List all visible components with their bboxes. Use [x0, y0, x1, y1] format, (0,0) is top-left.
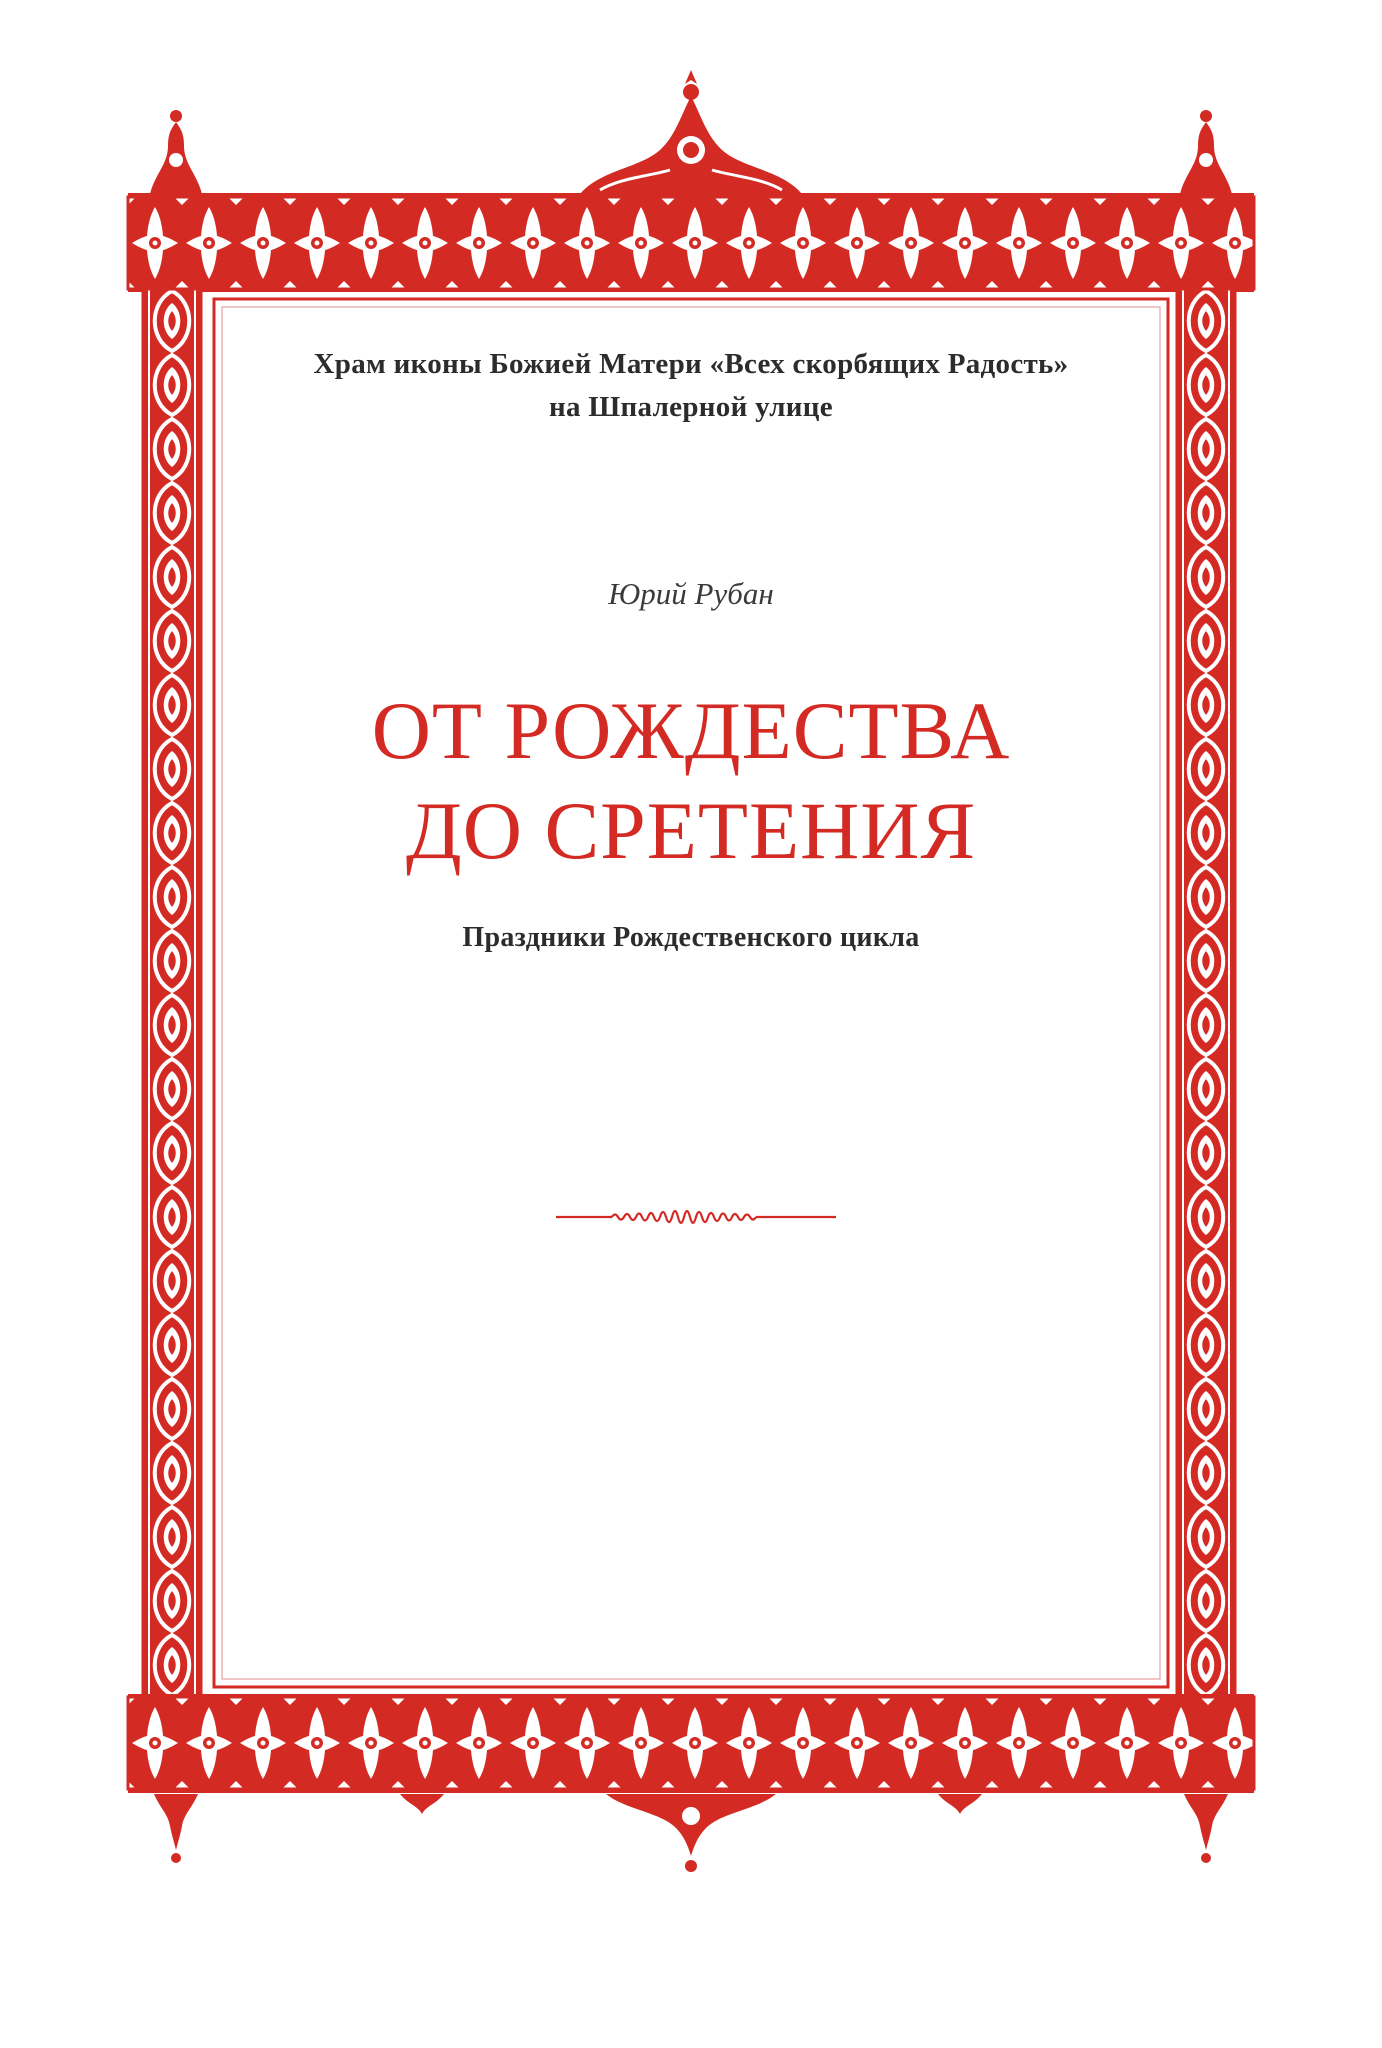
top-left-finial — [150, 110, 202, 194]
bottom-side-ornament-right — [938, 1794, 982, 1814]
bottom-side-ornament-left — [400, 1794, 444, 1814]
top-crown-ornament — [580, 70, 802, 194]
bottom-crown-ornament — [606, 1794, 776, 1872]
bottom-left-finial — [154, 1794, 198, 1863]
publisher-line-1: Храм иконы Божией Матери «Всех скорбящих Радость» — [313, 348, 1069, 380]
author-name: Юрий Рубан — [608, 576, 774, 611]
book-title-line-2: ДО СРЕТЕНИЯ — [405, 785, 977, 876]
book-title-line-1: ОТ РОЖДЕСТВА — [371, 685, 1011, 776]
publisher-line-2: на Шпалерной улице — [549, 391, 833, 423]
wave-divider-icon — [556, 1211, 836, 1223]
bottom-right-finial — [1184, 1794, 1228, 1863]
book-subtitle: Праздники Рождественского цикла — [462, 922, 920, 953]
top-right-finial — [1180, 110, 1232, 194]
